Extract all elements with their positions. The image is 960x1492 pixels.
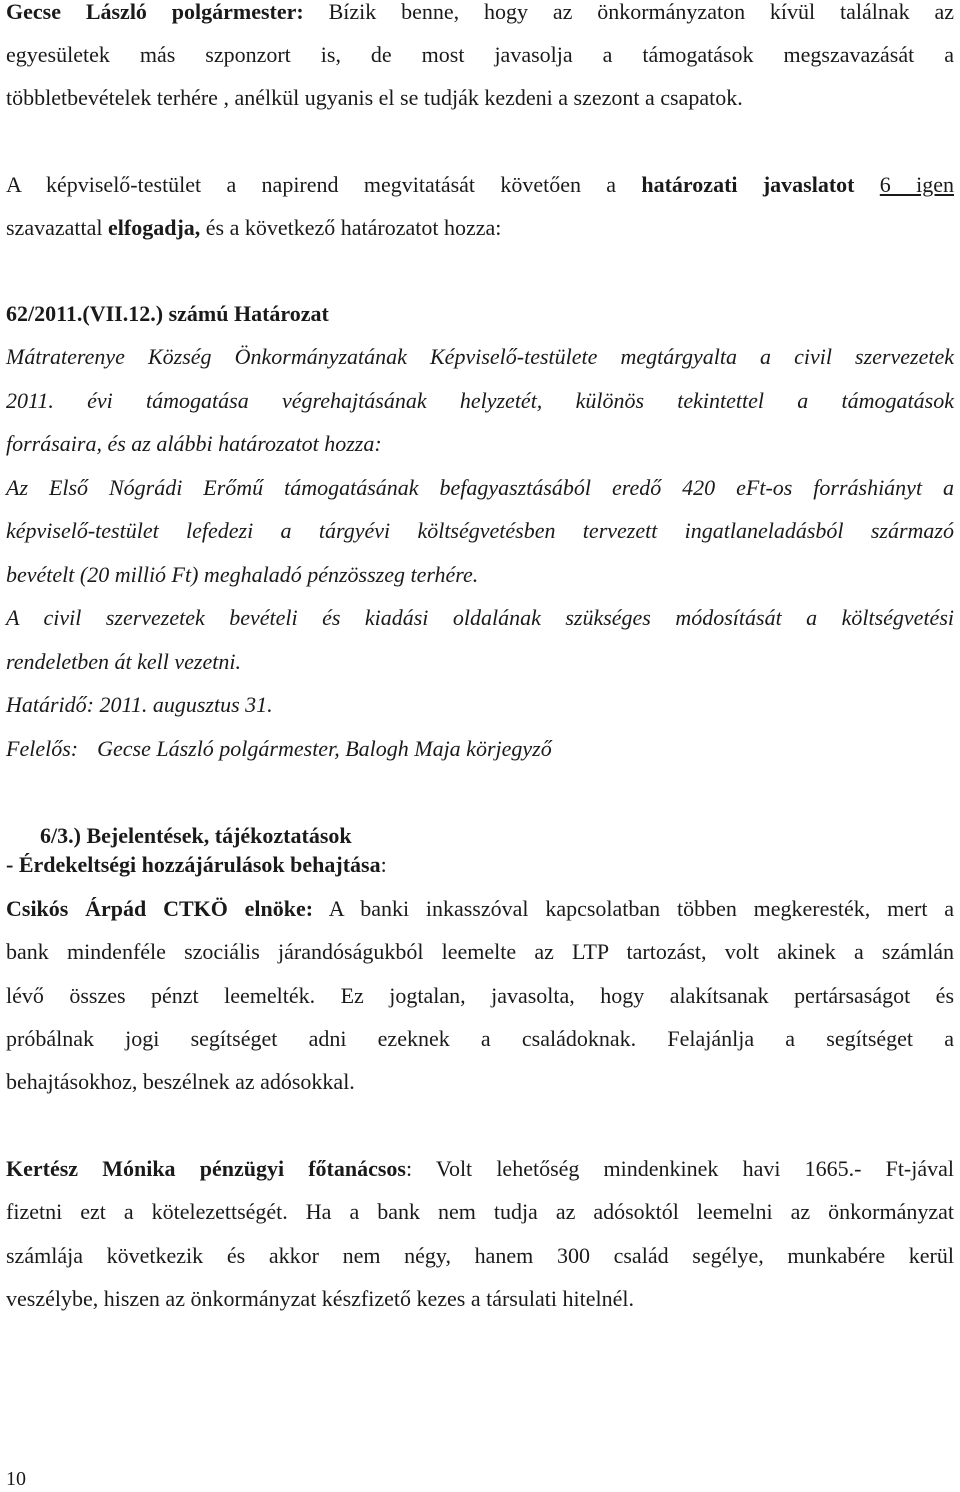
paragraph-ctko-line-3: lévő összes pénzt leemelték. Ez jogtalan, javasolta, hogy alakítsanak pertársaságot és	[6, 983, 954, 1008]
section-number: 6/3.)	[40, 823, 81, 848]
paragraph-mayor-line-2: egyesületek más szponzort is, de most javasolja a támogatások megszavazását a	[6, 42, 954, 67]
paragraph-ctko-line-2: bank mindenféle szociális járandóságukból leemelte az LTP tartozást, volt akinek a számlán	[6, 939, 954, 964]
resolution-line: forrásaira, és az alábbi határozatot hozza:	[6, 431, 382, 456]
speaker-mayor: Gecse László polgármester:	[6, 0, 304, 24]
vote-count: 6 igen	[879, 172, 954, 197]
section-subtitle-text: - Érdekeltségi hozzájárulások behajtása	[6, 852, 381, 877]
vote-line-1	[6, 170, 954, 200]
speaker-finance: Kertész Mónika pénzügyi főtanácsos:	[6, 1156, 413, 1181]
resolution-civil-line-1: A civil szervezetek bevételi és kiadási oldalának szükséges módosítását a költségvetési	[6, 605, 954, 630]
resolution-title	[6, 299, 954, 329]
deadline-value: 2011. augusztus 31.	[99, 692, 273, 717]
speaker-ctko: Csikós Árpád CTKÖ elnöke:	[6, 896, 314, 921]
paragraph-finance-line-2: fizetni ezt a kötelezettségét. Ha a bank nem tudja az adósoktól leemelni az önkormányzat	[6, 1199, 954, 1224]
paragraph-ctko-line-4: próbálnak jogi segítséget adni ezeknek a családoknak. Felajánlja a segítséget a	[6, 1026, 954, 1051]
paragraph-finance-line-1	[6, 1154, 954, 1184]
resolution-line: Az Első Nógrádi Erőmű támogatásának befagyasztásából eredő 420 eFt-os forráshiányt a	[6, 475, 954, 500]
resolution-line: képviselő-testület lefedezi a tárgyévi költségvetésben tervezett ingatlaneladásból származó	[6, 518, 954, 543]
text: Volt lehetőség mindenkinek havi 1665.- Ft-jával	[435, 1156, 955, 1181]
section-subtitle	[6, 850, 954, 880]
paragraph-ctko-line-1	[6, 894, 954, 924]
text: A banki inkasszóval kapcsolatban többen megkeresték, mert a	[328, 896, 954, 921]
text: szavazattal	[6, 215, 103, 240]
text-bold: határozati javaslatot	[641, 172, 855, 197]
text: és a következő határozatot hozza:	[205, 215, 502, 240]
responsible-value: Gecse László polgármester, Balogh Maja körjegyző	[97, 736, 552, 761]
paragraph-mayor-line-1	[6, 0, 954, 27]
resolution-title-text: számú Határozat	[168, 301, 329, 326]
deadline-label: Határidő:	[6, 692, 94, 717]
paragraph-mayor-line-3: többletbevételek terhére , anélkül ugyanis el se tudják kezdeni a szezont a csapatok.	[6, 85, 743, 110]
resolution-line: 2011. évi támogatása végrehajtásának helyzetét, különös tekintettel a támogatások	[6, 388, 954, 413]
paragraph-ctko-line-5: behajtásokhoz, beszélnek az adósokkal.	[6, 1069, 355, 1094]
resolution-number: 62/2011.(VII.12.)	[6, 301, 164, 326]
resolution-civil-line-2: rendeletben át kell vezetni.	[6, 649, 241, 674]
text-bold: elfogadja,	[108, 215, 201, 240]
resolution-deadline	[6, 690, 954, 720]
section-title: Bejelentések, tájékoztatások	[86, 823, 352, 848]
page-number: 10	[6, 1468, 26, 1490]
responsible-label: Felelős:	[6, 736, 79, 761]
paragraph-finance-line-3: számlája következik és akkor nem négy, hanem 300 család segélye, munkabére kerül	[6, 1243, 954, 1268]
resolution-responsible	[6, 734, 954, 764]
text: A képviselő-testület a napirend megvitatását követően a	[6, 172, 617, 197]
vote-line-2	[6, 213, 954, 243]
resolution-line: Mátraterenye Község Önkormányzatának Képviselő-testülete megtárgyalta a civil szervezetek	[6, 344, 954, 369]
resolution-line: bevételt (20 millió Ft) meghaladó pénzösszeg terhére.	[6, 562, 479, 587]
text: Bízik benne, hogy az önkormányzaton kívül találnak az	[328, 0, 955, 24]
section-heading	[40, 821, 940, 851]
section-subtitle-colon: :	[380, 852, 387, 877]
paragraph-finance-line-4: veszélybe, hiszen az önkormányzat készfizető kezes a társulati hitelnél.	[6, 1286, 634, 1311]
